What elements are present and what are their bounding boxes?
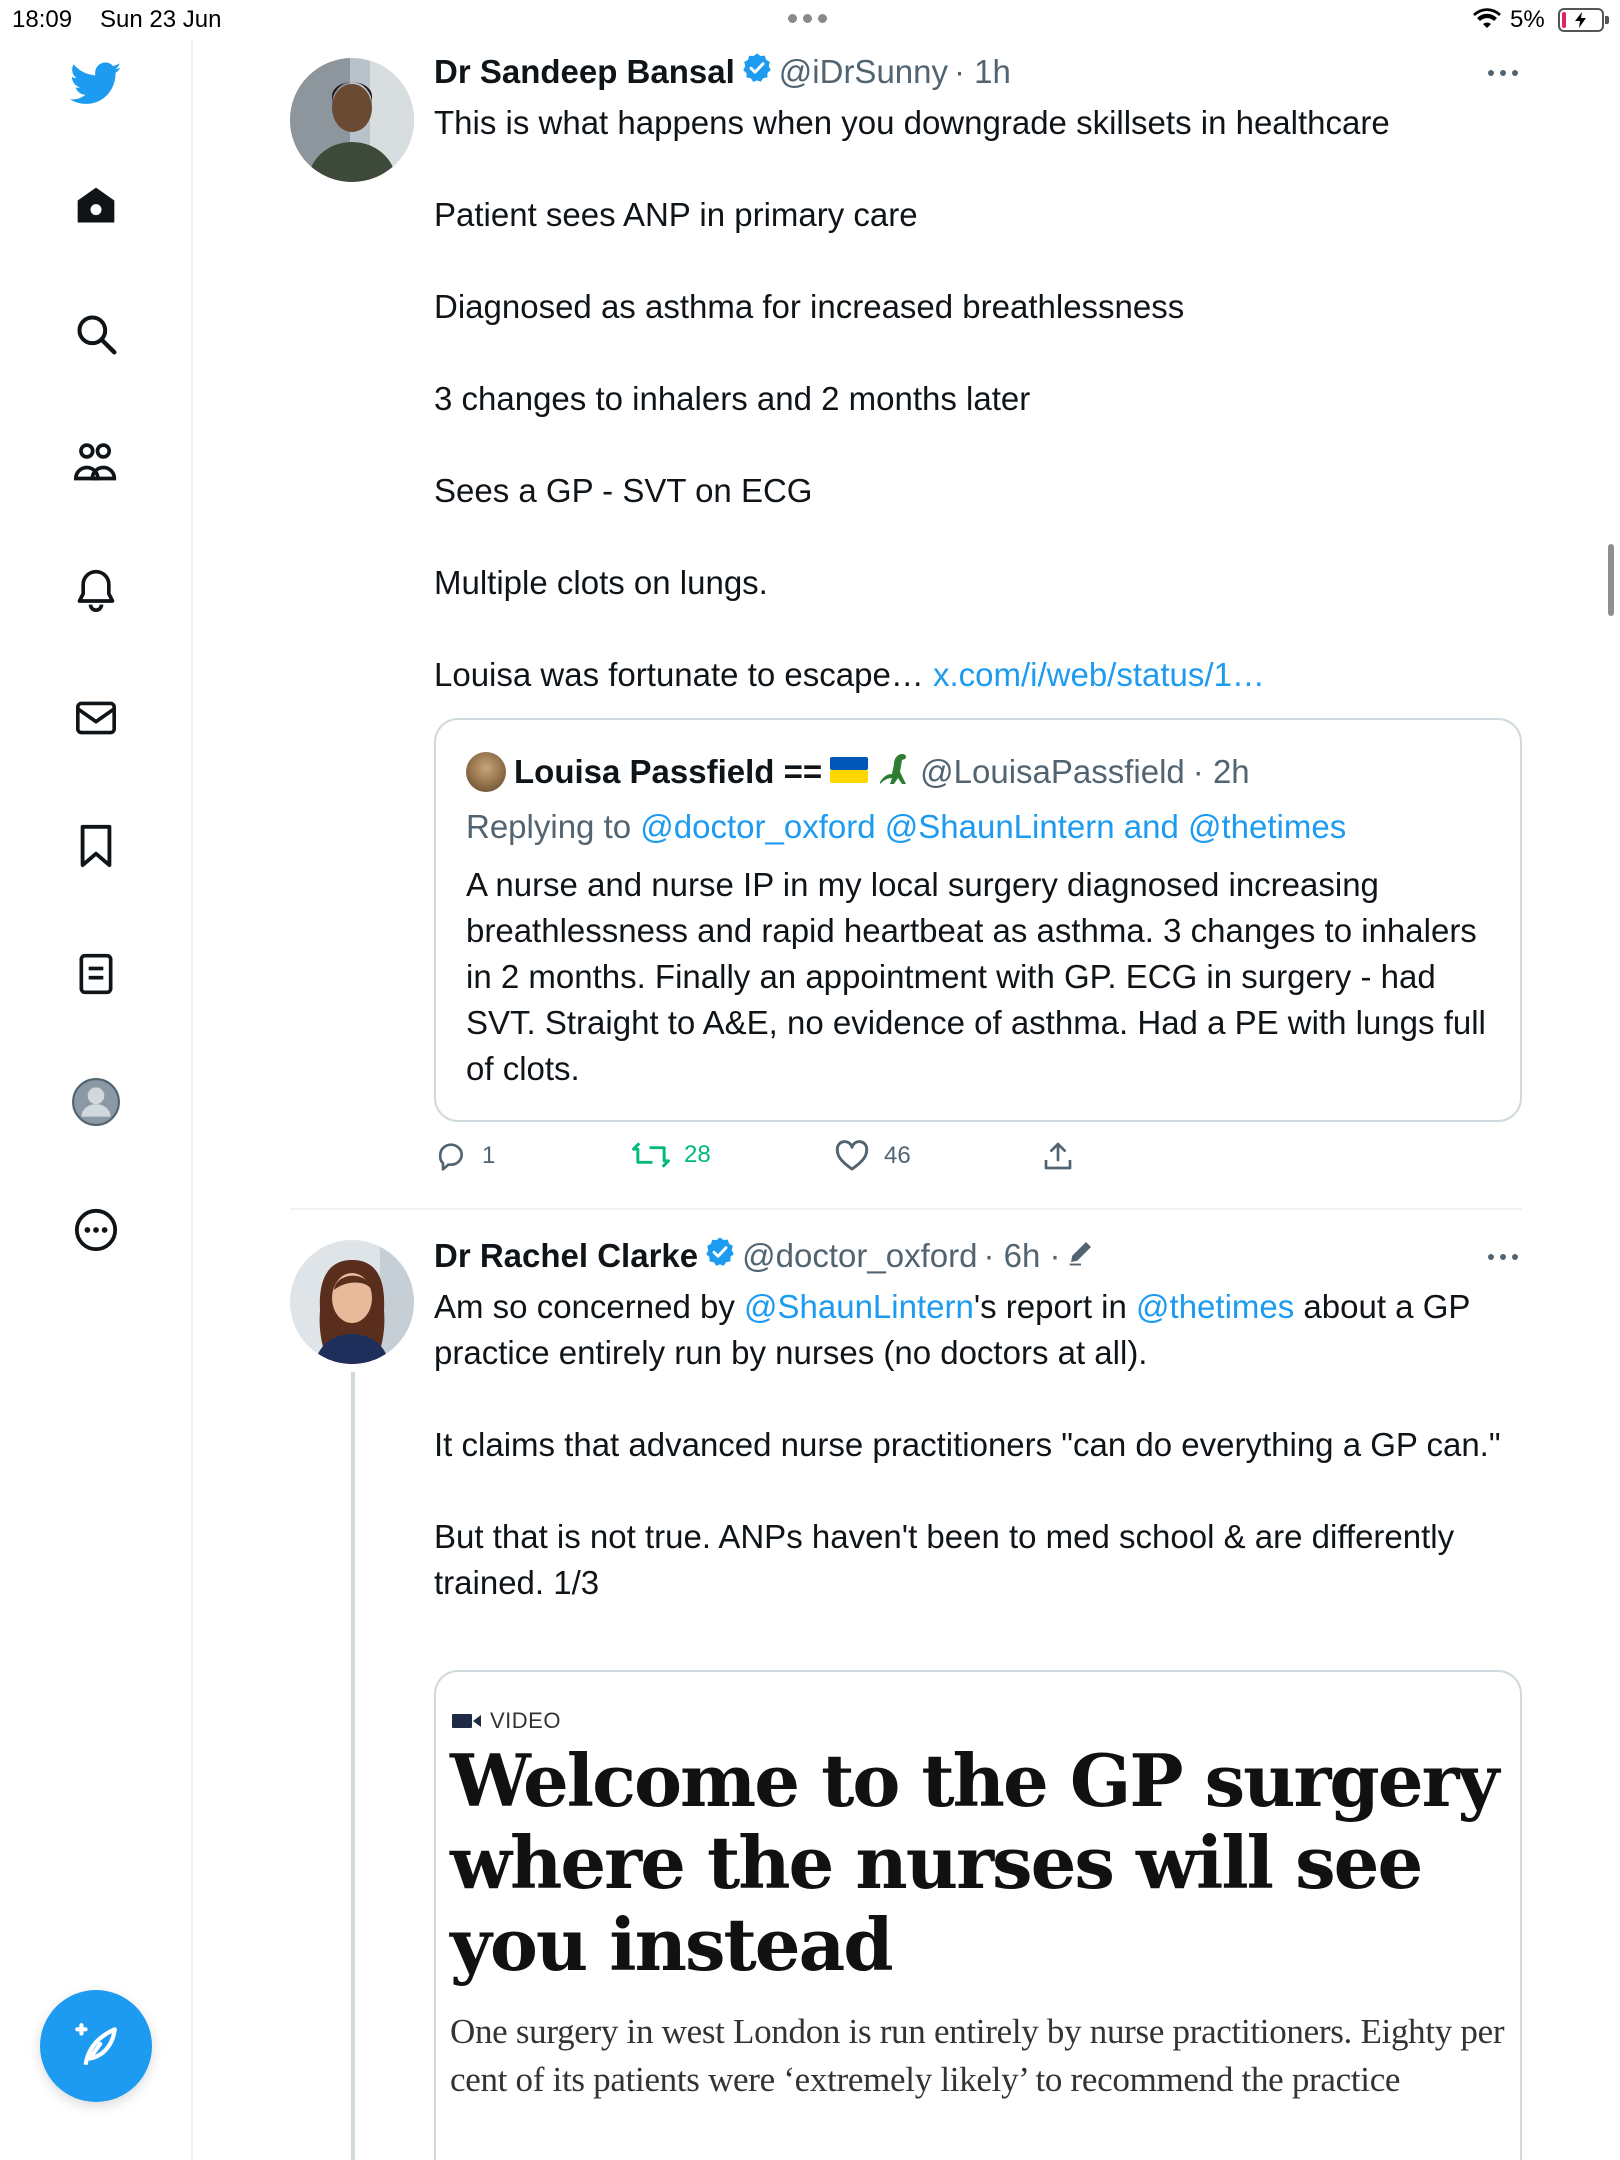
tweet-more-icon[interactable] (1488, 70, 1518, 76)
card-headline: Welcome to the GP surgery where the nurses will see you instead (450, 1738, 1498, 1987)
profile-avatar-icon[interactable] (70, 1076, 122, 1128)
repost-icon (632, 1140, 670, 1170)
card-standfirst: One surgery in west London is run entirely by nurse practitioners. Eighty per cent of its patients were ‘extremely likely’ to recommend the practice (450, 2012, 1505, 2099)
repost-count: 28 (684, 1141, 711, 1168)
quote-author-name[interactable]: Louisa Passfield == (514, 753, 823, 790)
quote-avatar[interactable] (466, 752, 506, 792)
tweet-paragraph: Patient sees ANP in primary care (434, 196, 918, 233)
tweet-header (434, 1236, 1096, 1276)
tweet-divider (290, 1208, 1522, 1210)
repost-button[interactable] (632, 1140, 711, 1170)
battery-percent: 5% (1510, 6, 1545, 33)
mention-thetimes[interactable]: @thetimes (1187, 808, 1347, 845)
status-bar (0, 0, 1620, 40)
video-camera-icon (452, 1712, 482, 1730)
lists-icon[interactable] (70, 948, 122, 1000)
battery-icon (1558, 8, 1604, 32)
tweet-header (434, 52, 1011, 92)
share-button[interactable] (1042, 1140, 1074, 1172)
compose-post-button[interactable] (40, 1990, 152, 2102)
quoted-tweet[interactable] (434, 718, 1522, 1122)
reply-button[interactable] (434, 1140, 495, 1172)
heart-icon (834, 1140, 870, 1172)
more-options-icon[interactable] (70, 1204, 122, 1256)
scrollbar[interactable] (1608, 544, 1614, 616)
tweet-paragraph (434, 1284, 1524, 1376)
video-label (452, 1708, 561, 1734)
post-time[interactable]: · 6h · (983, 1237, 1061, 1274)
ukraine-flag-icon (830, 753, 868, 791)
tweet-paragraph: Sees a GP - SVT on ECG (434, 472, 813, 509)
home-icon[interactable] (70, 180, 122, 232)
mention-thetimes[interactable]: @thetimes (1136, 1288, 1295, 1325)
tweet-paragraph: But that is not true. ANPs haven't been to med school & are differently trained. 1/3 (434, 1518, 1455, 1601)
like-button[interactable] (834, 1140, 911, 1172)
dinosaur-emoji-icon (876, 750, 912, 794)
tweet-paragraph (434, 652, 1524, 698)
quote-author-handle[interactable]: @LouisaPassfield (920, 753, 1185, 790)
messages-envelope-icon[interactable] (70, 692, 122, 744)
author-name[interactable]: Dr Rachel Clarke (434, 1237, 699, 1274)
text-segment: 's report in (973, 1288, 1137, 1325)
sidebar (0, 40, 193, 2160)
thread-connector (351, 1372, 355, 2160)
communities-icon[interactable] (70, 436, 122, 488)
tweet-body (434, 1284, 1524, 1606)
mention-shaun-lintern[interactable]: @ShaunLintern (744, 1288, 974, 1325)
tweet-paragraph: 3 changes to inhalers and 2 months later (434, 380, 1031, 417)
post-time[interactable]: · 1h (954, 53, 1011, 90)
avatar-rachel-clarke[interactable] (290, 1240, 414, 1364)
edited-pencil-icon[interactable] (1066, 1237, 1096, 1275)
truncated-text: Louisa was fortunate to escape… (434, 656, 924, 693)
status-time: 18:09 (12, 6, 73, 33)
tweet-actions (434, 1140, 1134, 1180)
notifications-bell-icon[interactable] (70, 564, 122, 616)
status-date: Sun 23 Jun (100, 6, 222, 33)
author-handle[interactable]: @doctor_oxford (742, 1237, 978, 1274)
verified-badge-icon (741, 52, 773, 92)
share-icon (1042, 1140, 1074, 1172)
text-segment: about a GP practice entirely run by nurses (no doctors at all). (434, 1288, 1470, 1371)
bookmarks-icon[interactable] (70, 820, 122, 872)
video-label-text: VIDEO (490, 1708, 561, 1733)
tweet-paragraph: This is what happens when you downgrade skillsets in healthcare (434, 104, 1390, 141)
status-link[interactable]: x.com/i/web/status/1… (932, 656, 1265, 693)
verified-badge-icon (704, 1236, 736, 1276)
mention-doctor-oxford[interactable]: @doctor_oxford (640, 808, 876, 845)
search-icon[interactable] (70, 308, 122, 360)
quote-body: A nurse and nurse IP in my local surgery diagnosed increasing breathlessness and rapid heartbeat as asthma. 3 changes to inhalers in 2 months. Finally an appointment with GP. ECG in surgery - had SVT. Straight to A&E, no evidence of asthma. Had a PE with lungs full of clots. (466, 866, 1486, 1087)
avatar-sandeep-bansal[interactable] (290, 58, 414, 182)
reply-count: 1 (482, 1142, 496, 1169)
twitter-bird-icon[interactable] (70, 58, 122, 110)
wifi-icon (1472, 8, 1502, 39)
replying-and[interactable]: and (1123, 808, 1179, 845)
feather-plus-icon (71, 2021, 121, 2071)
like-count: 46 (884, 1142, 911, 1169)
reply-icon (434, 1140, 468, 1172)
author-handle[interactable]: @iDrSunny (778, 53, 949, 90)
tweet-paragraph: Multiple clots on lungs. (434, 564, 768, 601)
link-card[interactable] (434, 1670, 1522, 2160)
quote-header (466, 750, 1250, 794)
tweet-more-icon[interactable] (1488, 1254, 1518, 1260)
tweet-body (434, 100, 1524, 698)
tweet-paragraph: Diagnosed as asthma for increased breathlessness (434, 288, 1185, 325)
author-name[interactable]: Dr Sandeep Bansal (434, 53, 735, 90)
replying-to-line (466, 808, 1346, 846)
multitasking-dots-icon[interactable] (788, 14, 827, 23)
tweet-paragraph: It claims that advanced nurse practitioners "can do everything a GP can." (434, 1426, 1501, 1463)
mention-shaun-lintern[interactable]: @ShaunLintern (884, 808, 1115, 845)
quote-post-time[interactable]: · 2h (1192, 753, 1250, 790)
replying-prefix: Replying to (466, 808, 632, 845)
text-segment: Am so concerned by (434, 1288, 744, 1325)
